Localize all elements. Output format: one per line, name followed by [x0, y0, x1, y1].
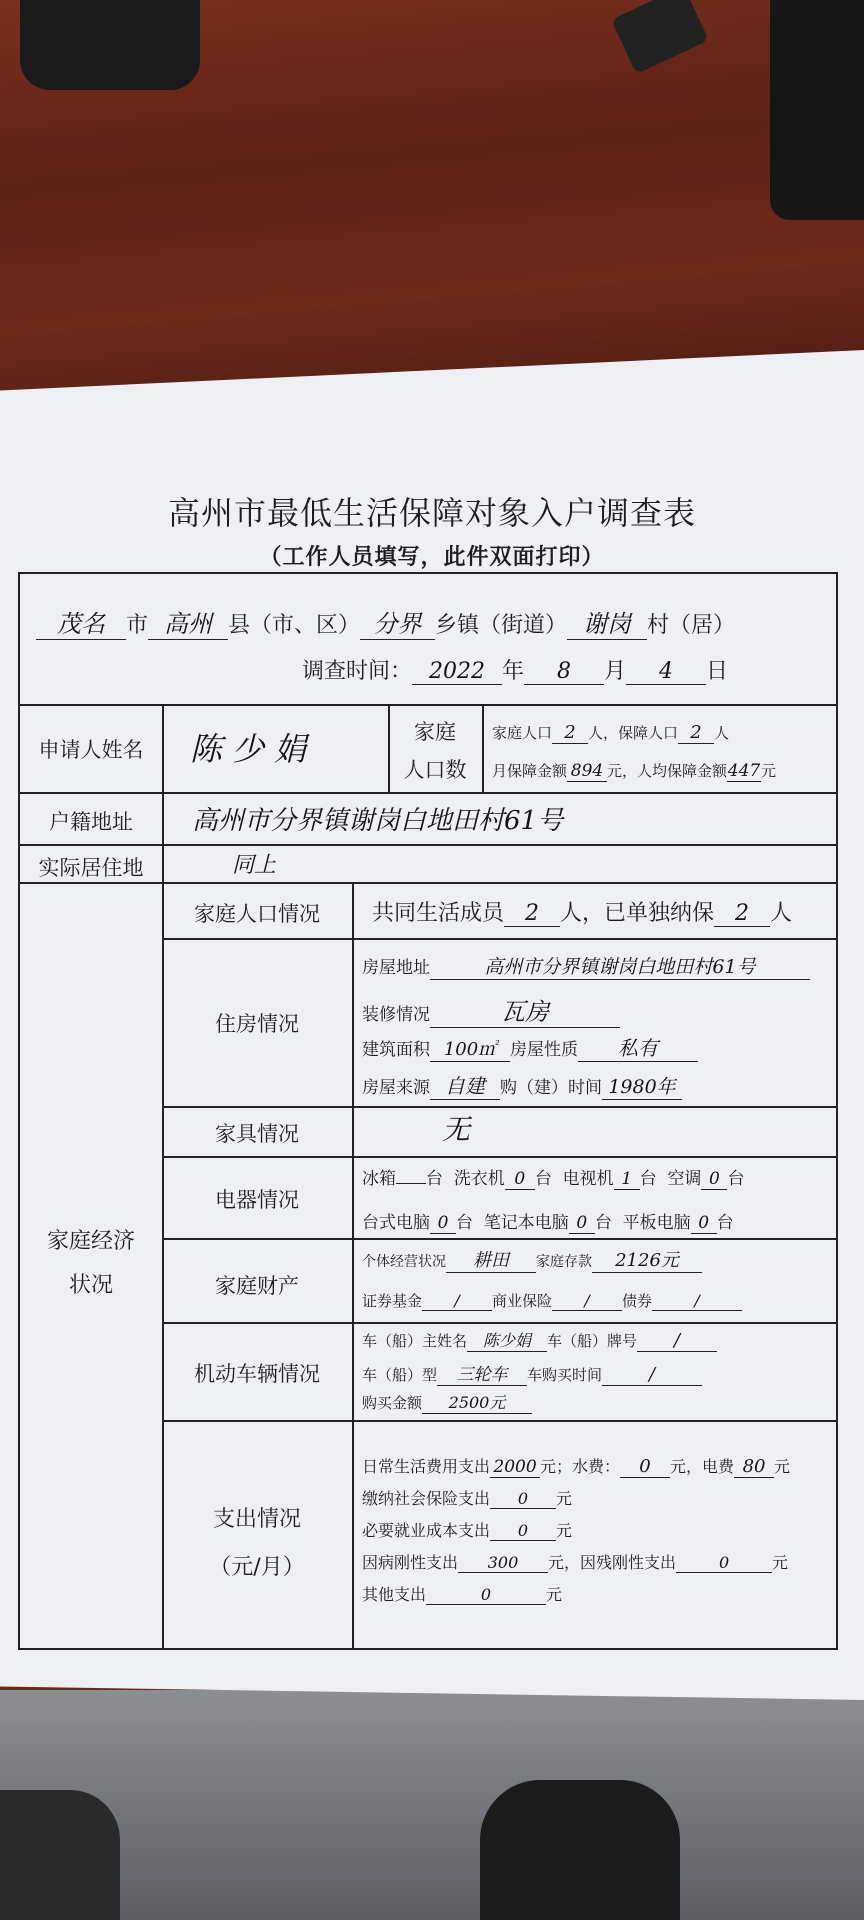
location-line — [36, 604, 735, 640]
hukou-value: 高州市分界镇谢岗白地田村61号 — [192, 806, 564, 836]
unit-label: 台 — [456, 1213, 473, 1233]
washer-label: 洗衣机 — [453, 1169, 505, 1189]
appliances-line1 — [362, 1164, 744, 1190]
water-unit: 元，电费 — [670, 1457, 735, 1476]
rule — [352, 882, 354, 1650]
per-capita-unit: 元 — [761, 762, 777, 780]
source-label: 房屋来源 — [362, 1078, 430, 1098]
city-suffix: 市 — [126, 613, 149, 638]
town-value: 分界 — [360, 604, 435, 640]
vehicle-line1 — [362, 1328, 717, 1352]
bonds-label: 债券 — [622, 1292, 653, 1310]
survey-year: 2022 — [412, 659, 502, 685]
vehicle-line2 — [362, 1360, 702, 1386]
social-label: 缴纳社会保险支出 — [362, 1489, 491, 1508]
town-suffix: 乡镇（街道） — [435, 613, 568, 638]
expense-social-line — [362, 1486, 572, 1509]
social-value: 0 — [490, 1489, 556, 1509]
amount-value: 2500元 — [422, 1390, 532, 1414]
village-suffix: 村（居） — [647, 613, 736, 638]
unit-label: 元 — [772, 1553, 789, 1572]
rule — [162, 1322, 836, 1324]
unit-label: 台 — [534, 1169, 552, 1189]
rule — [482, 704, 484, 792]
economy-label: 状况 — [68, 1273, 113, 1298]
washer-value: 0 — [505, 1169, 535, 1190]
rule — [20, 844, 836, 846]
shoe — [0, 1790, 120, 1920]
business-label: 个体经营状况 — [362, 1254, 446, 1270]
assets-line2 — [362, 1290, 742, 1311]
unit-label: 台 — [594, 1213, 612, 1233]
form-subtitle: （工作人员填写，此件双面打印） — [259, 545, 605, 570]
unit-label: 台 — [426, 1169, 443, 1189]
nature-value: 私有 — [578, 1032, 698, 1062]
applicant-name: 陈少娟 — [190, 730, 317, 768]
tv-value: 1 — [614, 1169, 640, 1190]
power-unit: 元 — [774, 1457, 791, 1476]
unit-label: 台 — [716, 1213, 734, 1233]
year-unit: 年 — [502, 659, 525, 684]
assets-label: 家庭财产 — [215, 1274, 299, 1298]
economy-label: 家庭经济 — [46, 1229, 135, 1254]
decor-label: 装修情况 — [362, 1005, 430, 1025]
deposit-value: 2126元 — [592, 1246, 702, 1273]
county-suffix: 县（市、区） — [228, 613, 361, 638]
employ-label: 必要就业成本支出 — [362, 1521, 491, 1540]
assets-line1 — [362, 1246, 702, 1273]
owner-label: 车（船）主姓名 — [362, 1332, 468, 1350]
decor-value: 瓦房 — [430, 992, 620, 1028]
rule — [162, 938, 836, 940]
family-pop-text: 人 — [770, 901, 793, 926]
amount-label: 购买金额 — [362, 1394, 423, 1412]
insurance-value: / — [552, 1291, 622, 1311]
device — [770, 0, 864, 220]
power-value: 80 — [734, 1456, 774, 1478]
water-value: 0 — [620, 1456, 670, 1478]
county-value: 高州 — [148, 604, 228, 640]
unit-label: 台 — [639, 1169, 657, 1189]
housing-source-line — [362, 1070, 682, 1100]
expense-daily-line — [362, 1454, 790, 1478]
disability-label: 因残刚性支出 — [580, 1553, 677, 1572]
household-label: 人口数 — [403, 758, 467, 782]
form-title: 高州市最低生活保障对象入户调查表 — [167, 494, 696, 532]
laptop-value: 0 — [569, 1213, 595, 1234]
desktop-label: 台式电脑 — [362, 1213, 430, 1233]
survey-form — [18, 572, 838, 1650]
securities-value: / — [422, 1291, 492, 1311]
family-pop-text: 共同生活成员 — [372, 901, 505, 926]
plate-value: / — [637, 1330, 717, 1352]
protected-unit: 人 — [714, 724, 730, 742]
appliances-line2 — [362, 1208, 734, 1234]
daily-value: 2000 — [490, 1457, 540, 1478]
floor-background — [0, 1690, 864, 1920]
unit-label: 元 — [556, 1489, 573, 1508]
expense-label: （元/月） — [209, 1555, 305, 1580]
disability-value: 0 — [676, 1553, 772, 1573]
monthly-label: 月保障金额 — [492, 762, 568, 780]
family-pop-line — [372, 896, 792, 927]
area-value: 100㎡ — [430, 1035, 510, 1062]
daily-label: 日常生活费用支出 — [362, 1457, 491, 1476]
household-pop-line — [492, 722, 729, 744]
members-value: 2 — [504, 901, 560, 927]
per-capita-value: 447 — [727, 761, 761, 781]
rule — [162, 1106, 836, 1108]
day-unit: 日 — [706, 659, 729, 684]
tv-label: 电视机 — [562, 1169, 614, 1189]
bonds-value: / — [652, 1291, 742, 1311]
employ-value: 0 — [490, 1521, 556, 1541]
other-label: 其他支出 — [362, 1585, 427, 1604]
furniture-value: 无 — [442, 1113, 471, 1146]
survey-time — [302, 654, 728, 685]
vehicle-buy-label: 车购买时间 — [527, 1366, 603, 1384]
tablet-label: 平板电脑 — [622, 1213, 691, 1233]
address-label: 房屋地址 — [362, 958, 430, 978]
rule — [20, 882, 836, 884]
expense-illness-line — [362, 1550, 788, 1573]
unit-label: 元 — [546, 1585, 563, 1604]
housing-label: 住房情况 — [215, 1012, 299, 1036]
survey-month: 8 — [524, 659, 604, 685]
fridge-label: 冰箱 — [362, 1169, 396, 1189]
family-pop-label: 家庭人口情况 — [194, 902, 320, 926]
buy-value: 1980年 — [602, 1072, 682, 1100]
insurance-label: 商业保险 — [492, 1292, 553, 1310]
appliances-label: 电器情况 — [215, 1188, 299, 1212]
expense-employ-line — [362, 1518, 572, 1541]
buy-label: 购（建）时间 — [500, 1078, 602, 1098]
rule — [162, 1238, 836, 1240]
source-value: 自建 — [430, 1070, 500, 1100]
fridge-value — [396, 1183, 426, 1184]
housing-address-line — [362, 952, 810, 980]
expense-other-line — [362, 1582, 562, 1605]
residence-value: 同上 — [232, 853, 277, 878]
month-unit: 月 — [604, 659, 627, 684]
survey-time-label: 调查时间： — [302, 659, 413, 684]
tablet-value: 0 — [691, 1213, 717, 1234]
nature-label: 房屋性质 — [510, 1040, 578, 1060]
applicant-label: 申请人姓名 — [38, 738, 144, 762]
monthly-unit: 元，人均保障金额 — [607, 762, 728, 780]
ac-label: 空调 — [667, 1169, 702, 1189]
rule — [162, 1156, 836, 1158]
rule — [20, 704, 836, 706]
laptop-label: 笔记本电脑 — [483, 1213, 569, 1233]
vehicle-line3 — [362, 1390, 532, 1414]
household-money-line — [492, 760, 776, 782]
pop-value: 2 — [552, 722, 588, 744]
housing-area-line — [362, 1032, 698, 1062]
address-value: 高州市分界镇谢岗白地田村61号 — [430, 952, 810, 980]
protected-value: 2 — [678, 722, 714, 744]
illness-unit: 元， — [548, 1553, 581, 1572]
illness-label: 因病刚性支出 — [362, 1553, 459, 1572]
village-value: 谢岗 — [567, 604, 647, 640]
rule — [20, 792, 836, 794]
household-label: 家庭 — [414, 720, 456, 744]
family-pop-text: 人，已单独纳保 — [560, 901, 715, 926]
pen-holder — [20, 0, 200, 90]
unit-label: 台 — [727, 1169, 745, 1189]
securities-label: 证券基金 — [362, 1292, 423, 1310]
vehicle-buy-value: / — [602, 1364, 702, 1386]
furniture-label: 家具情况 — [215, 1122, 299, 1146]
residence-label: 实际居住地 — [38, 856, 144, 880]
vehicle-label: 机动车辆情况 — [194, 1362, 320, 1386]
owner-value: 陈少娟 — [467, 1328, 547, 1352]
daily-unit: 元；水费： — [540, 1457, 621, 1476]
monthly-value: 894 — [567, 761, 607, 782]
business-value: 耕田 — [446, 1246, 536, 1273]
hukou-label: 户籍地址 — [49, 810, 133, 834]
plate-label: 车（船）牌号 — [547, 1332, 638, 1350]
model-value: 三轮车 — [437, 1360, 527, 1386]
area-label: 建筑面积 — [362, 1040, 430, 1060]
pop-unit: 人，保障人口 — [588, 724, 679, 742]
unit-label: 元 — [556, 1521, 573, 1540]
city-value: 茂名 — [36, 604, 126, 640]
desktop-value: 0 — [430, 1213, 456, 1234]
shoe — [480, 1780, 680, 1920]
survey-day: 4 — [626, 659, 706, 685]
pop-label: 家庭人口 — [492, 724, 553, 742]
insured-value: 2 — [714, 901, 770, 927]
deposit-label: 家庭存款 — [536, 1254, 592, 1270]
housing-decor-line — [362, 992, 620, 1028]
model-label: 车（船）型 — [362, 1366, 438, 1384]
ac-value: 0 — [701, 1169, 727, 1190]
illness-value: 300 — [458, 1553, 548, 1573]
expense-label: 支出情况 — [212, 1507, 301, 1532]
other-value: 0 — [426, 1585, 546, 1605]
rule — [162, 1420, 836, 1422]
